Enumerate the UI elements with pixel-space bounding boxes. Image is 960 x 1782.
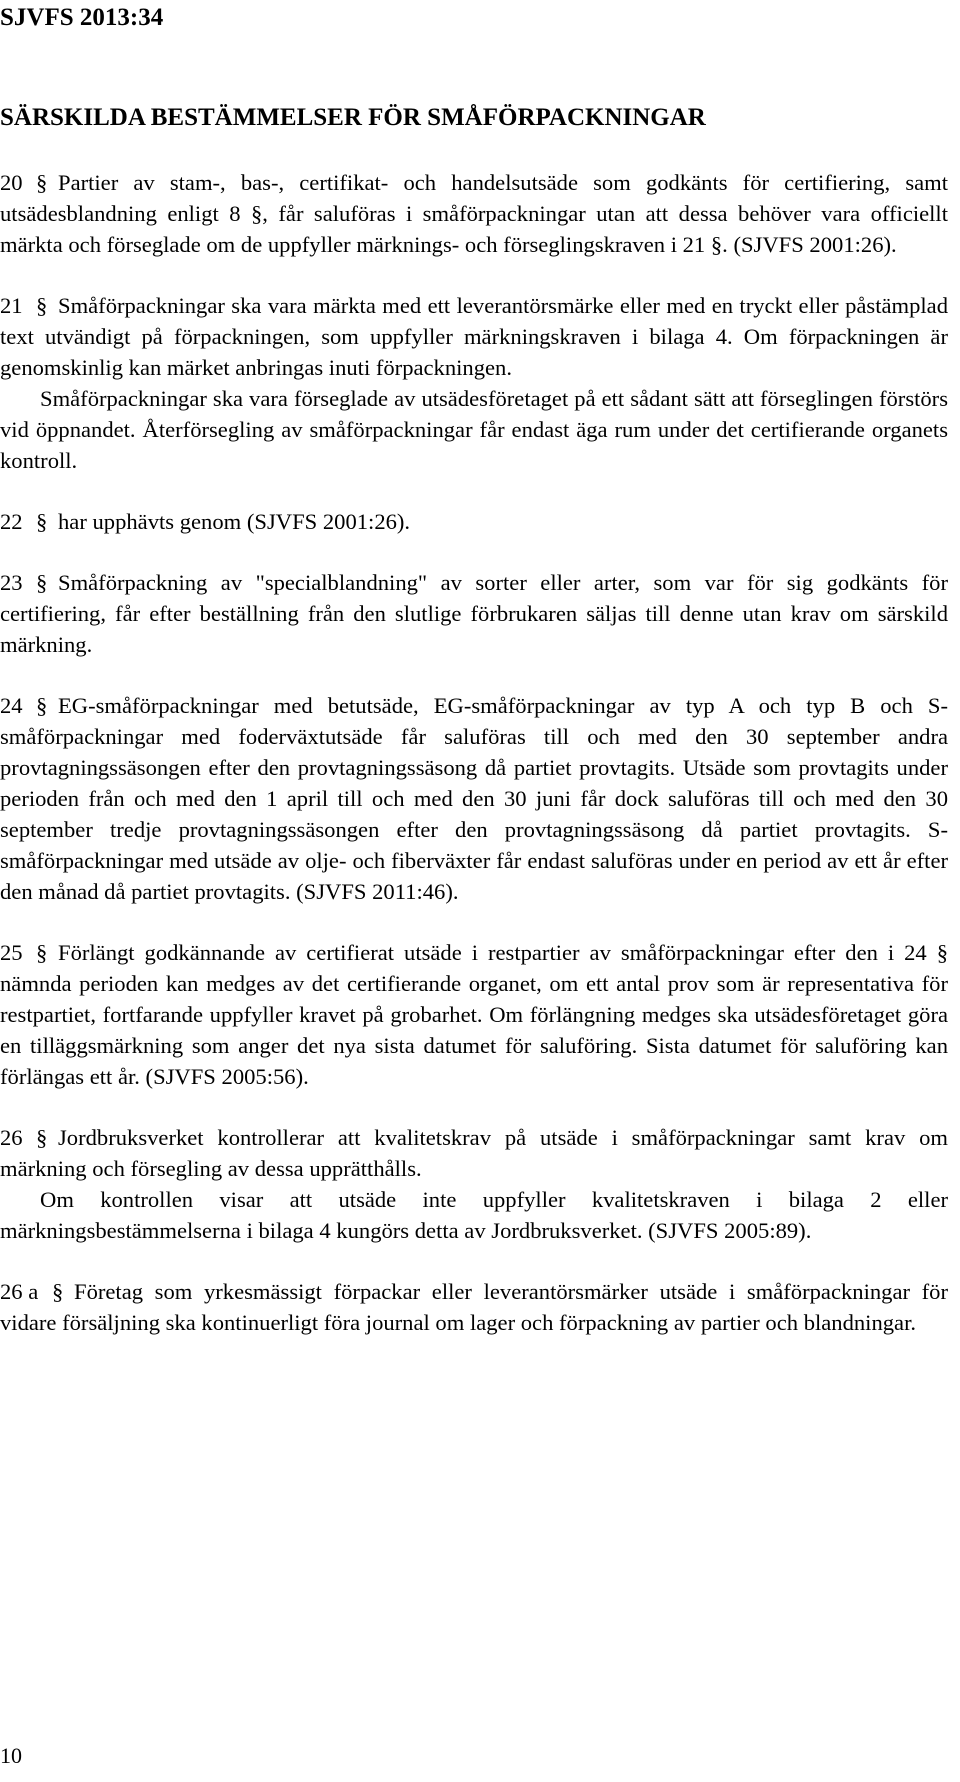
section-text: Partier av stam-, bas-, certifikat- och handelsutsäde som godkänts för certifiering, samt utsädesblandning enligt 8 §, får saluföras i småförpackningar utan att dessa behöver vara officiellt märkta och förseglade om de uppfyller märknings- och förseglingskraven i 21 §. (SJVFS 2001:26). bbox=[0, 170, 948, 257]
section-23 bbox=[0, 567, 948, 660]
section-22 bbox=[0, 506, 948, 537]
section-heading: SÄRSKILDA BESTÄMMELSER FÖR SMÅFÖRPACKNINGAR bbox=[0, 104, 706, 131]
section-text: Småförpackningar ska vara märkta med ett leverantörsmärke eller med en tryckt eller påstämplad text utvändigt på förpackningen, som uppfyller märkningskraven i bilaga 4. Om förpackningen är genomskinlig kan märket anbringas inuti förpackningen. bbox=[0, 293, 948, 380]
section-sign: § bbox=[36, 170, 48, 195]
page-number: 10 bbox=[0, 1743, 22, 1768]
section-24 bbox=[0, 690, 948, 907]
section-20 bbox=[0, 167, 948, 260]
section-paragraph bbox=[0, 937, 948, 1092]
section-text: Jordbruksverket kontrollerar att kvalitetskrav på utsäde i småförpackningar samt krav om märkning och försegling av dessa upprätthålls. bbox=[0, 1125, 948, 1181]
section-number: 26 bbox=[0, 1125, 23, 1150]
section-sign: § bbox=[36, 693, 48, 718]
section-text: Företag som yrkesmässigt förpackar eller leverantörsmärker utsäde i småförpackningar för vidare försäljning ska kontinuerligt föra journal om lager och förpackning av partier och blandningar. bbox=[0, 1279, 948, 1335]
section-paragraph bbox=[0, 506, 948, 537]
section-paragraph: Om kontrollen visar att utsäde inte uppfyller kvalitetskraven i bilaga 2 eller märkningsbestämmelserna i bilaga 4 kungörs detta av Jordbruksverket. (SJVFS 2005:89). bbox=[0, 1187, 948, 1243]
document-reference: SJVFS 2013:34 bbox=[0, 4, 164, 31]
section-paragraph bbox=[0, 1122, 948, 1184]
section-sign: § bbox=[36, 570, 48, 595]
section-text: Förlängt godkännande av certifierat utsäde i restpartier av småförpackningar efter den i 24 § nämnda perioden kan medges av det certifierande organet, om ett antal prov som är representativa för restpartiet, fortfarande uppfyller kravet på grobarhet. Om förlängning medges ska utsädesföretaget göra en tilläggsmärkning som anger det nya sista datumet för saluföring. Sista datumet för saluföring kan förlängas ett år. (SJVFS 2005:56). bbox=[0, 940, 948, 1089]
section-number: 24 bbox=[0, 693, 23, 718]
section-sign: § bbox=[36, 940, 48, 965]
section-number: 23 bbox=[0, 570, 23, 595]
section-paragraph bbox=[0, 1276, 948, 1338]
section-paragraph bbox=[0, 690, 948, 907]
section-text: Småförpackning av "specialblandning" av sorter eller arter, som var för sig godkänts för certifiering, får efter beställning från den slutlige förbrukaren säljas till denne utan krav om särskild märkning. bbox=[0, 570, 948, 657]
section-paragraph bbox=[0, 567, 948, 660]
section-26a bbox=[0, 1276, 948, 1338]
section-number: 20 bbox=[0, 170, 23, 195]
document-body bbox=[0, 167, 948, 1338]
section-paragraph bbox=[0, 290, 948, 383]
section-sign: § bbox=[36, 1125, 48, 1150]
section-paragraph: Småförpackningar ska vara förseglade av utsädesföretaget på ett sådant sätt att förseglingen förstörs vid öppnandet. Återförsegling av småförpackningar får endast äga rum under det certifierande organets kontroll. bbox=[0, 386, 948, 473]
section-sign: § bbox=[52, 1279, 64, 1304]
section-paragraph bbox=[0, 167, 948, 260]
section-text: EG-småförpackningar med betutsäde, EG-småförpackningar av typ A och typ B och S-småförpackningar med foderväxtutsäde får saluföras till och med den 30 september andra provtagningssäsongen efter den provtagningssäsong då partiet provtagits. Utsäde som provtagits under perioden från och med den 1 april till och med den 30 juni får dock saluföras till och med den 30 september tredje provtagningssäsongen efter den provtagningssäsong då partiet provtagits. S-småförpackningar med utsäde av olje- och fiberväxter får endast saluföras under en period av ett år efter den månad då partiet provtagits. (SJVFS 2011:46). bbox=[0, 693, 948, 904]
section-number: 22 bbox=[0, 509, 23, 534]
section-sign: § bbox=[36, 293, 48, 318]
section-21 bbox=[0, 290, 948, 476]
section-26 bbox=[0, 1122, 948, 1246]
section-number: 25 bbox=[0, 940, 23, 965]
section-number: 21 bbox=[0, 293, 23, 318]
section-text: har upphävts genom (SJVFS 2001:26). bbox=[58, 509, 411, 534]
section-25 bbox=[0, 937, 948, 1092]
section-sign: § bbox=[36, 509, 48, 534]
section-number: 26 a bbox=[0, 1279, 39, 1304]
